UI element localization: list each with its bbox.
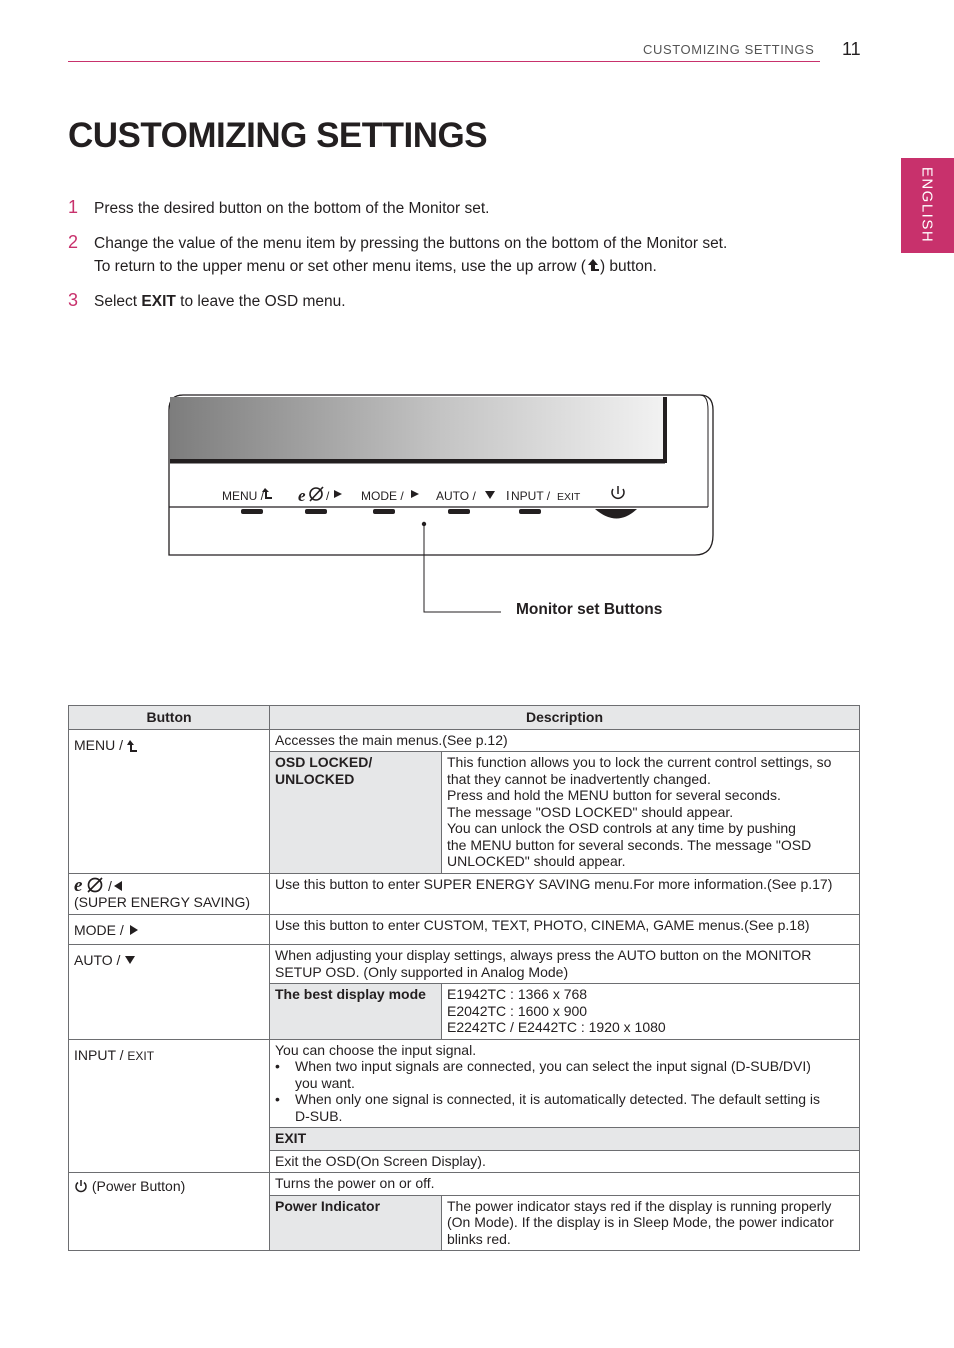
text-line: E2042TC : 1600 x 900 [447,1002,588,1019]
step-number: 1 [68,197,79,217]
table-header-row [69,706,860,730]
button-name: INPUT / [74,1046,128,1063]
step-text: to leave the OSD menu. [175,293,346,310]
text-line: that they cannot be inadvertently changed. [447,770,711,787]
text-line: you want. [295,1074,355,1091]
button-cell [69,914,270,945]
language-tab-label: ENGLISH [918,166,936,244]
button-name: (Power Button) [88,1178,186,1194]
button-separator: / [108,877,112,894]
auto-button-label: AUTO / [436,489,476,503]
button-name: MENU / [74,736,123,753]
bullet-mark: • [275,1058,280,1074]
button-description-table [68,705,860,1251]
text-line: You can choose the input signal. [275,1041,477,1058]
text-line: When adjusting your display settings, always press the AUTO button on the MONITOR [275,947,812,963]
step-text: Select [94,293,142,310]
sub-key-cell: The best display mode [270,984,442,1040]
sub-key-text: OSD LOCKED/ [275,754,373,770]
header-rule [68,61,820,62]
column-header: Description [270,706,860,730]
button-cell [69,729,270,873]
power-icon [612,486,624,498]
text-line: UNLOCKED" should appear. [447,853,626,869]
list-item [275,1091,854,1124]
energy-saving-icon [298,486,323,505]
sub-key-cell [270,752,442,874]
text-line: You can unlock the OSD controls at any time by pushing [447,820,796,836]
down-arrow-icon [485,491,495,499]
right-arrow-icon [128,924,140,936]
step-2-detail [94,258,657,276]
text-line: When only one signal is connected, it is automatically detected. The default setting is [295,1091,821,1107]
text-line: E1942TC : 1366 x 768 [447,986,588,1002]
return-arrow-icon [586,258,600,272]
step-text-bold: EXIT [141,293,176,310]
text-line: This function allows you to lock the current control settings, so [447,754,832,770]
step-number: 2 [68,232,79,252]
description-cell: Turns the power on or off. [270,1173,860,1196]
text-line: The power indicator stays red if the display is running properly [447,1197,832,1214]
step-1 [68,197,489,218]
text-line: When two input signals are connected, you can select the input signal (D-SUB/DVI) [295,1058,811,1074]
exit-button-label: EXIT [557,491,581,503]
step-text: Press the desired button on the bottom of the Monitor set. [94,200,490,217]
sub-value-cell [442,752,860,874]
monitor-diagram [165,390,725,630]
eco-button-label: / [326,489,330,503]
return-arrow-icon [127,740,138,753]
power-icon [74,1179,88,1193]
input-button-label-initial: I [506,488,510,503]
sub-key-cell: Power Indicator [270,1195,442,1251]
svg-text:e: e [74,875,83,894]
menu-button-label: MENU / [222,489,264,503]
button-name: MODE / [74,921,124,938]
down-arrow-icon [124,954,136,966]
step-text: Change the value of the menu item by pressing the buttons on the bottom of the Monitor set. [94,235,728,252]
sub-value-cell [442,1195,860,1251]
step-3 [68,290,346,311]
step-2 [68,232,727,253]
mode-button-label: MODE / [361,489,404,503]
input-button-label: NPUT / [511,489,551,503]
description-cell [270,945,860,984]
monitor-bezel-illustration [165,390,725,630]
description-cell: Exit the OSD(On Screen Display). [270,1150,860,1173]
sub-value-cell [442,984,860,1040]
sub-heading-cell: EXIT [270,1128,860,1151]
table-row [69,945,860,984]
language-tab [901,158,954,253]
text-line: the MENU button for several seconds. The message "OSD [447,836,812,853]
step-text: ) button. [599,258,657,275]
column-header: Button [69,706,270,730]
button-name: AUTO / [74,952,121,968]
sub-key-text: UNLOCKED [275,770,355,787]
text-line: E2242TC / E2442TC : 1920 x 1080 [447,1019,666,1035]
text-line: blinks red. [447,1230,511,1247]
description-cell: Use this button to enter CUSTOM, TEXT, PHOTO, CINEMA, GAME menus.(See p.18) [270,914,860,945]
left-arrow-icon [334,490,342,498]
page-number: 11 [842,39,861,59]
callout-label: Monitor set Buttons [516,601,663,618]
description-cell [270,1039,860,1128]
energy-saving-icon [74,876,108,894]
bullet-mark: • [275,1091,280,1107]
page-title: CUSTOMIZING SETTINGS [68,116,488,155]
step-text: To return to the upper menu or set other menu items, use the up arrow ( [94,258,586,275]
description-cell: Accesses the main menus.(See p.12) [270,729,860,752]
button-cell [69,873,270,914]
button-subtitle: (SUPER ENERGY SAVING) [74,894,251,910]
button-cell [69,945,270,1040]
running-header-title: CUSTOMIZING SETTINGS [643,42,815,57]
left-arrow-icon [112,880,124,892]
text-line: D-SUB. [295,1107,343,1124]
text-line: The message "OSD LOCKED" should appear. [447,803,734,820]
text-line: (On Mode). If the display is in Sleep Mode, the power indicator [447,1214,834,1230]
text-line: Press and hold the MENU button for several seconds. [447,787,781,803]
step-number: 3 [68,290,79,310]
table-row [69,1039,860,1128]
table-row [69,914,860,945]
description-cell: Use this button to enter SUPER ENERGY SAVING menu.For more information.(See p.17) [270,873,860,914]
right-arrow-icon [411,490,419,498]
button-cell [69,1173,270,1251]
list-item [275,1058,854,1091]
button-name-small: EXIT [127,1048,155,1063]
table-row [69,873,860,914]
button-cell [69,1039,270,1173]
table-row [69,729,860,752]
text-line: SETUP OSD. (Only supported in Analog Mode) [275,963,569,980]
svg-text:e: e [298,486,306,505]
table-row [69,1173,860,1196]
